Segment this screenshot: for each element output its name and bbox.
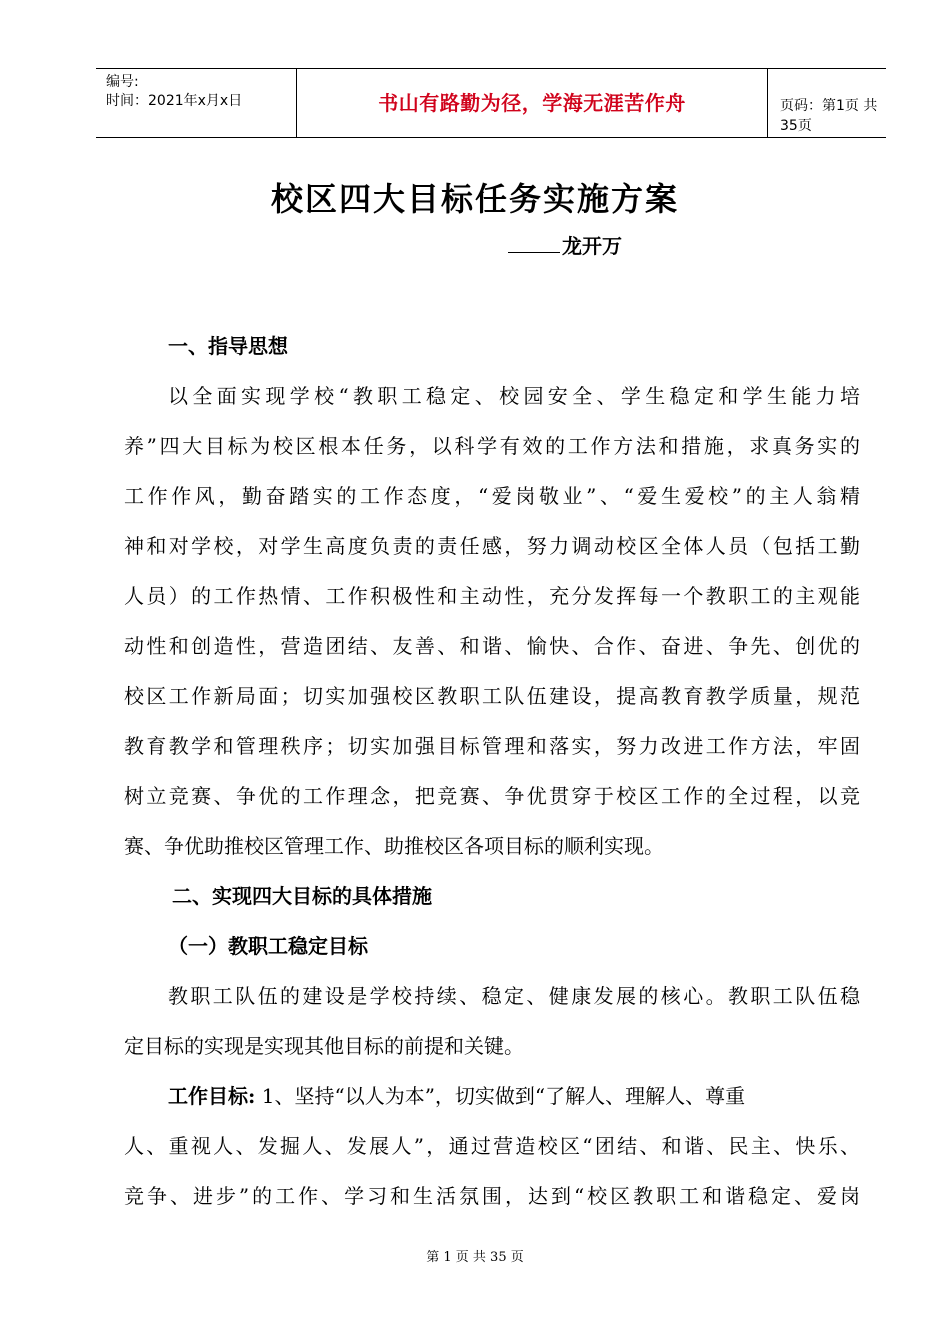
paragraph-line: 动性和创造性，营造团结、友善、和谐、愉快、合作、奋进、争先、创优的 bbox=[124, 634, 860, 658]
time-label: 时间：2021年x月x日 bbox=[106, 93, 243, 109]
paragraph-line: 赛、争优助推校区管理工作、助推校区各项目标的顺利实现。 bbox=[124, 834, 664, 858]
section-heading: 二、实现四大目标的具体措施 bbox=[172, 884, 432, 908]
paragraph-line: 以全面实现学校“教职工稳定、校园安全、学生稳定和学生能力培 bbox=[168, 384, 860, 408]
number-label: 编号: bbox=[106, 74, 139, 90]
subsection-heading: （一）教职工稳定目标 bbox=[168, 934, 368, 958]
paragraph-line: 养”四大目标为校区根本任务，以科学有效的工作方法和措施，求真务实的 bbox=[124, 434, 860, 458]
paragraph-line: 定目标的实现是实现其他目标的前提和关键。 bbox=[124, 1034, 524, 1058]
paragraph-line: 校区工作新局面；切实加强校区教职工队伍建设，提高教育教学质量，规范 bbox=[124, 684, 860, 708]
page-header bbox=[96, 68, 886, 138]
paragraph-line: 树立竞赛、争优的工作理念，把竞赛、争优贯穿于校区工作的全过程，以竞 bbox=[124, 784, 860, 808]
page-footer: 第 1 页 共 35 页 bbox=[426, 1250, 524, 1265]
paragraph-line: 教职工队伍的建设是学校持续、稳定、健康发展的核心。教职工队伍稳 bbox=[168, 984, 860, 1008]
paragraph-line: 人员）的工作热情、工作积极性和主动性，充分发挥每一个教职工的主观能 bbox=[124, 584, 860, 608]
header-page-info: 页码：第1页 共35页 bbox=[780, 98, 878, 134]
author-name: 龙开万 bbox=[562, 234, 622, 258]
paragraph-line bbox=[168, 1080, 860, 1109]
paragraph-line: 教育教学和管理秩序；切实加强目标管理和落实，努力改进工作方法，牢固 bbox=[124, 734, 860, 758]
header-divider bbox=[767, 69, 768, 137]
paragraph-line: 人、重视人、发掘人、发展人”，通过营造校区“团结、和谐、民主、快乐、 bbox=[124, 1134, 860, 1158]
header-motto: 书山有路勤为径，学海无涯苦作舟 bbox=[378, 91, 686, 115]
paragraph-line: 工作作风，勤奋踏实的工作态度，“爱岗敬业”、“爱生爱校”的主人翁精 bbox=[124, 484, 860, 508]
paragraph-line: 神和对学校，对学生高度负责的责任感，努力调动校区全体人员（包括工勤 bbox=[124, 534, 860, 558]
goal-label: 工作目标: bbox=[168, 1084, 256, 1108]
author-blank-line bbox=[508, 234, 560, 253]
document-author bbox=[508, 230, 622, 259]
goal-text: 1、坚持“以人为本”，切实做到“了解人、理解人、尊重 bbox=[261, 1084, 746, 1108]
document-title: 校区四大目标任务实施方案 bbox=[270, 180, 679, 218]
paragraph-line: 竞争、进步”的工作、学习和生活氛围，达到“校区教职工和谐稳定、爱岗 bbox=[124, 1184, 860, 1208]
header-meta bbox=[96, 69, 296, 137]
section-heading: 一、指导思想 bbox=[168, 334, 288, 358]
